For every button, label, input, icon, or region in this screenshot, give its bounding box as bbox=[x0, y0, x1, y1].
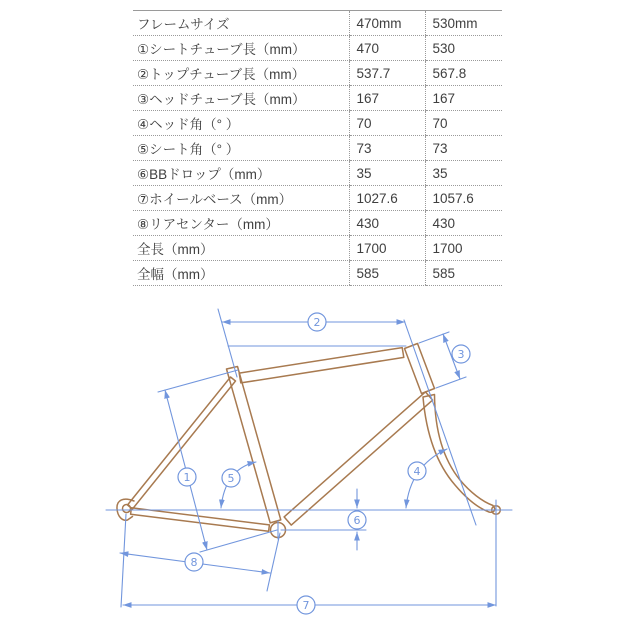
seat-tube bbox=[227, 367, 281, 523]
seat-axis-extension bbox=[218, 309, 237, 377]
dimension-lines bbox=[106, 309, 512, 607]
frame-drawing bbox=[117, 344, 500, 538]
spec-label: ⑦ホイールベース（mm） bbox=[133, 186, 349, 211]
callout-4-number: 4 bbox=[413, 464, 421, 478]
spec-label: 全幅（mm） bbox=[133, 261, 349, 286]
spec-value-530: 1700 bbox=[425, 236, 502, 261]
callout-7 bbox=[297, 596, 315, 614]
top-tube bbox=[239, 348, 404, 383]
spec-value-530: 530 bbox=[425, 36, 502, 61]
spec-value-470: 35 bbox=[349, 161, 425, 186]
spec-value-470: 430 bbox=[349, 211, 425, 236]
rear-axle bbox=[123, 505, 131, 513]
chain-stay bbox=[131, 508, 270, 532]
spec-label: ②トップチューブ長（mm） bbox=[133, 61, 349, 86]
callout-7-number: 7 bbox=[302, 598, 310, 612]
spec-label: 全長（mm） bbox=[133, 236, 349, 261]
callout-5-number: 5 bbox=[227, 471, 235, 485]
header-size-530: 530mm bbox=[425, 11, 502, 36]
spec-value-530: 430 bbox=[425, 211, 502, 236]
bb-extension bbox=[267, 533, 280, 591]
spec-value-470: 585 bbox=[349, 261, 425, 286]
callout-2-number: 2 bbox=[313, 315, 321, 329]
spec-value-470: 1700 bbox=[349, 236, 425, 261]
callout-8-number: 8 bbox=[190, 555, 198, 569]
callout-6 bbox=[348, 511, 366, 529]
down-tube bbox=[284, 392, 433, 525]
spec-label: ⑤シート角（° ） bbox=[133, 136, 349, 161]
spec-value-470: 1027.6 bbox=[349, 186, 425, 211]
callout-5 bbox=[222, 469, 240, 487]
dim-head-tube-ext-bottom bbox=[436, 377, 466, 388]
callout-2 bbox=[308, 313, 326, 331]
spec-value-530: 35 bbox=[425, 161, 502, 186]
header-frame-size: フレームサイズ bbox=[133, 11, 349, 36]
spec-value-530: 567.8 bbox=[425, 61, 502, 86]
rear-axle-extension bbox=[121, 514, 126, 607]
spec-value-530: 167 bbox=[425, 86, 502, 111]
callout-8 bbox=[185, 553, 203, 571]
callout-3 bbox=[452, 345, 470, 363]
callout-1 bbox=[178, 468, 196, 486]
dim-seat-tube-ext-bottom bbox=[200, 530, 277, 552]
spec-label: ⑥BBドロップ（mm） bbox=[133, 161, 349, 186]
dim-seat-tube-ext-top bbox=[158, 370, 238, 392]
spec-value-470: 70 bbox=[349, 111, 425, 136]
head-tube bbox=[405, 344, 435, 394]
seat-stay bbox=[128, 377, 236, 509]
spec-value-470: 73 bbox=[349, 136, 425, 161]
spec-value-470: 470 bbox=[349, 36, 425, 61]
header-size-470: 470mm bbox=[349, 11, 425, 36]
callout-6-number: 6 bbox=[353, 513, 361, 527]
spec-label: ③ヘッドチューブ長（mm） bbox=[133, 86, 349, 111]
spec-value-470: 537.7 bbox=[349, 61, 425, 86]
spec-value-530: 70 bbox=[425, 111, 502, 136]
callout-4 bbox=[408, 462, 426, 480]
callout-1-number: 1 bbox=[183, 470, 191, 484]
spec-value-530: 1057.6 bbox=[425, 186, 502, 211]
fork-blade bbox=[423, 395, 495, 513]
spec-value-470: 167 bbox=[349, 86, 425, 111]
spec-label: ⑧リアセンター（mm） bbox=[133, 211, 349, 236]
spec-value-530: 585 bbox=[425, 261, 502, 286]
spec-label: ④ヘッド角（° ） bbox=[133, 111, 349, 136]
spec-label: ①シートチューブ長（mm） bbox=[133, 36, 349, 61]
spec-value-530: 73 bbox=[425, 136, 502, 161]
callout-3-number: 3 bbox=[457, 347, 465, 361]
